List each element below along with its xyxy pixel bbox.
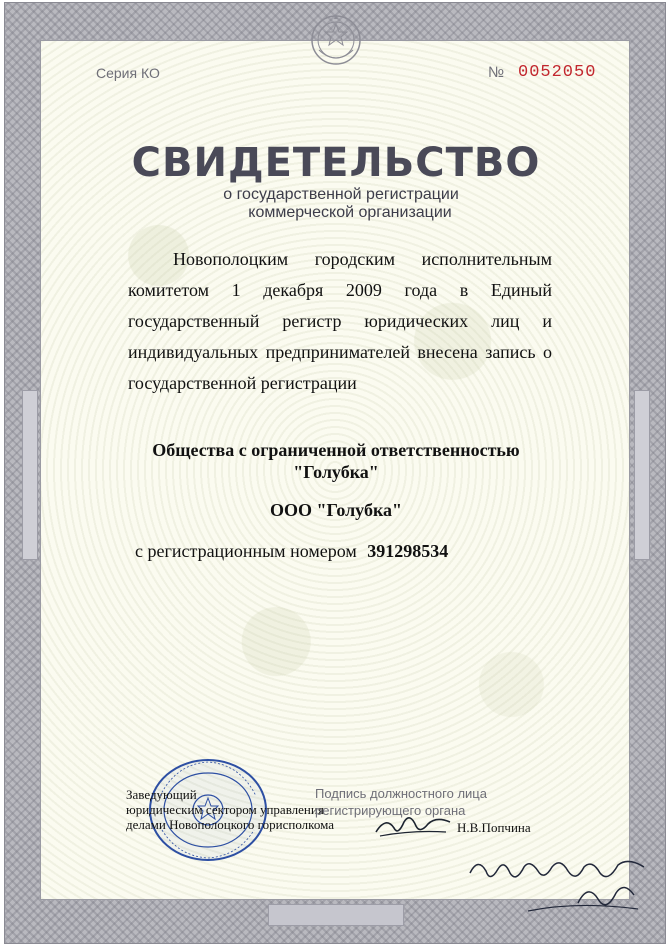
registration-statement — [128, 244, 552, 399]
handwritten-signature — [372, 808, 454, 844]
state-emblem-icon — [307, 10, 365, 68]
certificate-number: 0052050 — [518, 63, 597, 82]
official-position-line-3: делами Новополоцкого горисполкома — [126, 817, 334, 832]
official-position — [126, 787, 334, 832]
signature-caption-line-2: регистрирующего органа — [315, 803, 466, 818]
official-position-line-1: Заведующий — [126, 787, 197, 802]
subtitle-line-1: о государственной регистрации — [223, 186, 459, 203]
signature-caption-line-1: Подпись должностного лица — [315, 786, 487, 801]
organization-full-name-line-2: "Голубка" — [293, 462, 379, 482]
series-label: Серия КО — [96, 65, 160, 81]
subtitle-line-2: коммерческой организации — [248, 204, 452, 221]
number-sign: № — [488, 64, 505, 81]
registration-number-row — [135, 541, 448, 562]
bottom-strip — [268, 904, 404, 926]
handwritten-note — [468, 853, 648, 923]
registration-number-label: с регистрационным номером — [135, 541, 357, 561]
official-position-line-2: юридическим сектором управления — [126, 802, 324, 817]
registration-statement-text: Новополоцким городским исполнительным комитетом 1 декабря 2009 года в Единый государственный регистр юридических лиц и индивидуальных предпринимателей внесена запись о государственной регистрации — [128, 249, 552, 393]
registration-number: 391298534 — [367, 541, 449, 561]
document-title: СВИДЕТЕЛЬСТВО — [131, 140, 541, 186]
organization-full-name-line-1: Общества с ограниченной ответственностью — [152, 440, 520, 460]
organization-short-name: ООО "Голубка" — [269, 500, 403, 520]
signer-name: Н.В.Попчина — [457, 820, 531, 835]
